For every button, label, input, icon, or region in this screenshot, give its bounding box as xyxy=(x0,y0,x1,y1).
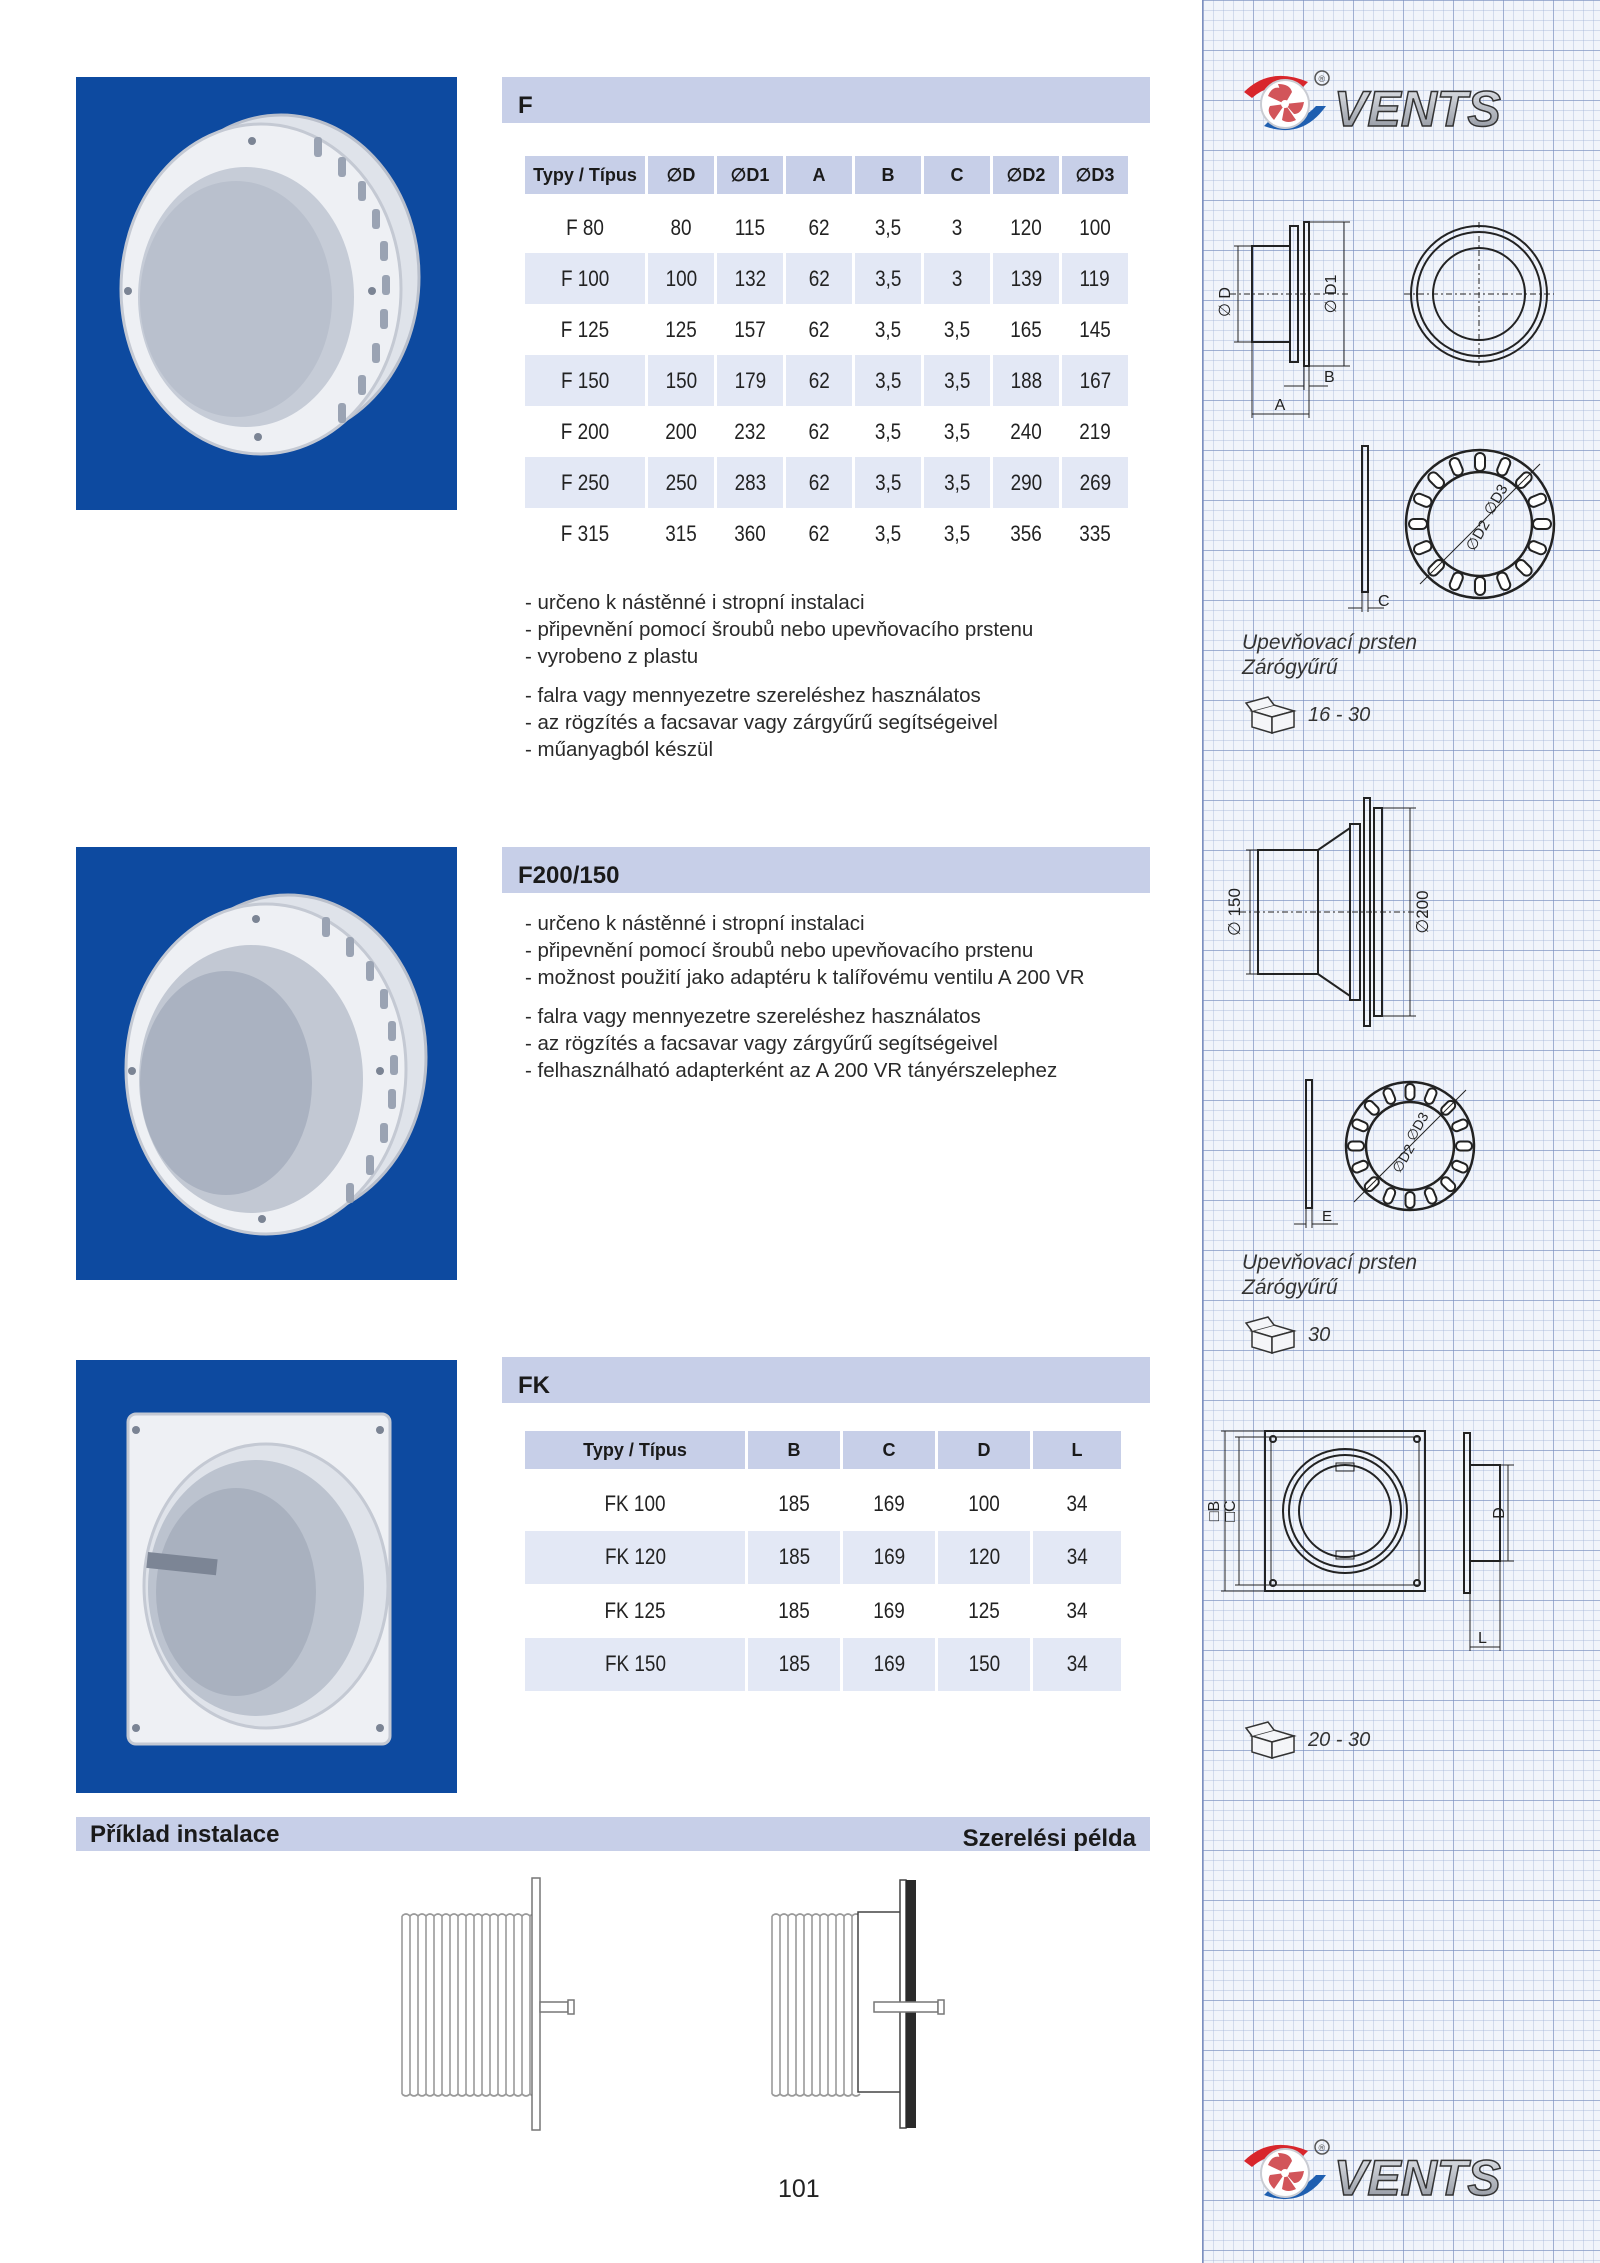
registered-mark: ® xyxy=(1318,2143,1326,2153)
table-cell: 62 xyxy=(808,418,830,444)
table-cell: 179 xyxy=(717,355,783,406)
table-cell: F 100 xyxy=(525,253,645,304)
table-cell: 3,5 xyxy=(874,520,902,546)
vents-logo-graphic xyxy=(1230,62,1570,142)
diagram-fk-front xyxy=(1205,1425,1445,1605)
table-cell: 3,5 xyxy=(874,214,902,240)
table-cell: 3,5 xyxy=(855,253,921,304)
table-cell: 34 xyxy=(1066,1490,1088,1516)
bullet-item: - připevnění pomocí šroubů nebo upevňovacího prstenu xyxy=(525,618,1034,641)
table-cell: 120 xyxy=(1010,214,1042,240)
column-header: B xyxy=(855,156,921,202)
table-cell: 34 xyxy=(1033,1638,1121,1692)
label-d150: ∅ 150 xyxy=(1225,888,1244,936)
table-cell: 3,5 xyxy=(924,457,990,508)
label-c: □C xyxy=(1222,1500,1239,1522)
install-bar xyxy=(76,1817,1150,1851)
table-cell: 34 xyxy=(1066,1597,1088,1623)
box-icon xyxy=(1244,1315,1300,1355)
brand-name: VENTS xyxy=(1334,81,1501,137)
column-header: ∅D2 xyxy=(993,156,1059,202)
label-b: B xyxy=(1324,369,1335,386)
table-cell: 169 xyxy=(843,1638,935,1692)
bullet-item: - připevnění pomocí šroubů nebo upevňovacího prstenu xyxy=(525,939,1034,962)
table-row xyxy=(525,1584,1121,1638)
table-cell: 335 xyxy=(1079,520,1111,546)
table-cell: 356 xyxy=(1010,520,1042,546)
diagram-f-side xyxy=(1210,210,1360,430)
table-header-row xyxy=(525,156,1128,202)
table-cell: FK 150 xyxy=(525,1638,745,1692)
bullet-item: - műanyagból készül xyxy=(525,738,714,761)
bullet-item: - vyrobeno z plastu xyxy=(525,645,699,668)
table-cell: 185 xyxy=(778,1490,810,1516)
spec-table-f xyxy=(522,156,1131,559)
table-cell: 3,5 xyxy=(924,355,990,406)
table-row xyxy=(525,1638,1121,1692)
table-cell: 150 xyxy=(938,1638,1030,1692)
table-row xyxy=(525,457,1128,508)
column-header: D xyxy=(938,1431,1030,1477)
spec-table-fk xyxy=(522,1431,1124,1691)
table-cell: 169 xyxy=(843,1531,935,1585)
table-row xyxy=(525,304,1128,355)
ring-caption-hu: Zárógyűrű xyxy=(1242,1276,1338,1299)
section-title-f200: F200/150 xyxy=(502,847,1150,893)
table-cell: 3,5 xyxy=(943,520,971,546)
table-row xyxy=(525,1531,1121,1585)
table-cell: 62 xyxy=(808,316,830,342)
ring-caption-cz: Upevňovací prsten xyxy=(1242,631,1418,654)
table-cell: 200 xyxy=(665,418,697,444)
table-cell: 100 xyxy=(1079,214,1111,240)
table-cell: F 250 xyxy=(525,457,645,508)
table-cell: 3,5 xyxy=(943,418,971,444)
table-row xyxy=(525,253,1128,304)
table-cell: F 315 xyxy=(560,520,610,546)
vents-logo-bottom xyxy=(1230,2131,1570,2211)
pack-qty-fk xyxy=(1244,1718,1370,1762)
table-cell: 167 xyxy=(1062,355,1128,406)
box-icon xyxy=(1244,695,1300,735)
column-header: C xyxy=(843,1431,935,1477)
table-cell: 3,5 xyxy=(855,355,921,406)
table-cell: 132 xyxy=(717,253,783,304)
table-cell: 139 xyxy=(993,253,1059,304)
table-cell: 240 xyxy=(1010,418,1042,444)
label-d200: ∅200 xyxy=(1413,890,1432,934)
table-cell: 34 xyxy=(1033,1531,1121,1585)
table-cell: 3,5 xyxy=(874,316,902,342)
table-cell: FK 125 xyxy=(604,1597,666,1623)
install-drawing-2 xyxy=(762,1876,962,2136)
product-photo-f xyxy=(76,77,457,510)
bullets-f xyxy=(525,589,1033,763)
table-cell: 100 xyxy=(968,1490,1000,1516)
table-cell: 165 xyxy=(1010,316,1042,342)
table-cell: 269 xyxy=(1062,457,1128,508)
table-cell: 169 xyxy=(873,1597,905,1623)
table-cell: 360 xyxy=(734,520,766,546)
table-cell: 100 xyxy=(648,253,714,304)
table-row xyxy=(525,508,1128,559)
ring-caption-hu: Zárógyűrű xyxy=(1242,656,1338,679)
pack-qty-value: 16 - 30 xyxy=(1308,703,1371,726)
table-cell: 62 xyxy=(786,457,852,508)
install-title-hu: Szerelési példa xyxy=(962,1825,1136,1852)
table-cell: 315 xyxy=(665,520,697,546)
install-drawing-1 xyxy=(392,1876,592,2136)
table-header-row xyxy=(525,1431,1121,1477)
vents-logo-top xyxy=(1230,62,1570,142)
diagram-fk-side xyxy=(1450,1425,1540,1655)
table-cell: 157 xyxy=(734,316,766,342)
install-title-cz: Příklad instalace xyxy=(90,1821,280,1848)
column-header: L xyxy=(1033,1431,1121,1477)
product-photo-f200 xyxy=(76,847,457,1280)
box-icon xyxy=(1244,1720,1300,1760)
table-cell: FK 100 xyxy=(604,1490,666,1516)
pack-qty-f xyxy=(1244,693,1370,737)
brand-name: VENTS xyxy=(1334,2150,1501,2206)
table-cell: 119 xyxy=(1062,253,1128,304)
label-d2: ∅D2 xyxy=(1462,517,1494,554)
ring-caption-f200 xyxy=(1242,1250,1417,1300)
table-cell: 80 xyxy=(670,214,692,240)
table-row xyxy=(525,355,1128,406)
column-header: Typy / Típus xyxy=(525,1431,745,1477)
table-cell: 3,5 xyxy=(943,316,971,342)
diagram-f-ring-side xyxy=(1340,444,1400,614)
table-cell: 62 xyxy=(808,214,830,240)
label-l: L xyxy=(1478,1630,1487,1647)
table-cell: 250 xyxy=(648,457,714,508)
table-cell: 169 xyxy=(873,1490,905,1516)
label-d1: ∅ D1 xyxy=(1323,274,1340,314)
ring-caption-f xyxy=(1242,630,1417,680)
label-e: E xyxy=(1322,1208,1333,1225)
registered-mark: ® xyxy=(1318,74,1326,84)
label-d: D xyxy=(1491,1507,1508,1519)
table-cell: FK 120 xyxy=(525,1531,745,1585)
table-cell: 115 xyxy=(734,214,766,240)
bullet-item: - falra vagy mennyezetre szereléshez használatos xyxy=(525,684,981,707)
table-cell: 145 xyxy=(1079,316,1111,342)
column-header: ∅D3 xyxy=(1062,156,1128,202)
table-cell: 188 xyxy=(993,355,1059,406)
table-row xyxy=(525,1477,1121,1531)
section-title-f: F xyxy=(502,77,1150,123)
table-cell: 3 xyxy=(951,214,963,240)
table-cell: 62 xyxy=(786,355,852,406)
column-header: C xyxy=(924,156,990,202)
bullets-hu xyxy=(525,682,1033,763)
bullet-item: - az rögzítés a facsavar vagy zárgyűrű segítségeivel xyxy=(525,711,998,734)
table-row xyxy=(525,202,1128,253)
table-cell: 185 xyxy=(748,1638,840,1692)
diagram-f200-side xyxy=(1210,790,1450,1040)
table-cell: F 200 xyxy=(560,418,610,444)
bullets-cz xyxy=(525,910,1085,991)
label-d2: ∅D2 xyxy=(1388,1141,1418,1176)
pack-qty-f200 xyxy=(1244,1313,1330,1357)
bullets-f200 xyxy=(525,910,1085,1084)
ring-caption-cz: Upevňovací prsten xyxy=(1242,1251,1418,1274)
column-header: Typy / Típus xyxy=(525,156,645,202)
diagram-f-front xyxy=(1404,222,1554,366)
table-cell: 62 xyxy=(808,520,830,546)
table-cell: 62 xyxy=(786,253,852,304)
table-cell: 125 xyxy=(665,316,697,342)
table-cell: 283 xyxy=(717,457,783,508)
bullet-item: - felhasználható adapterként az A 200 VR tányérszelephez xyxy=(525,1059,1058,1082)
table-cell: F 150 xyxy=(525,355,645,406)
label-d: ∅ D xyxy=(1217,287,1234,317)
bullet-item: - možnost použití jako adaptéru k talířovému ventilu A 200 VR xyxy=(525,966,1085,989)
table-cell: 150 xyxy=(648,355,714,406)
product-photo-fk xyxy=(76,1360,457,1793)
table-cell: 219 xyxy=(1079,418,1111,444)
diagram-f-ring-front xyxy=(1400,444,1560,604)
bullet-item: - určeno k nástěnné i stropní instalaci xyxy=(525,591,865,614)
pack-qty-value: 30 xyxy=(1308,1323,1331,1346)
bullets-cz xyxy=(525,589,1033,670)
column-header: ∅D1 xyxy=(717,156,783,202)
table-cell: 125 xyxy=(968,1597,1000,1623)
column-header: B xyxy=(748,1431,840,1477)
bullet-item: - falra vagy mennyezetre szereléshez használatos xyxy=(525,1005,981,1028)
table-cell: F 125 xyxy=(560,316,610,342)
table-cell: 120 xyxy=(938,1531,1030,1585)
bullets-hu xyxy=(525,1003,1085,1084)
table-cell: 185 xyxy=(778,1597,810,1623)
section-title-fk: FK xyxy=(502,1357,1150,1403)
label-c: C xyxy=(1378,593,1390,610)
bullet-item: - az rögzítés a facsavar vagy zárgyűrű segítségeivel xyxy=(525,1032,998,1055)
table-cell: 3,5 xyxy=(874,418,902,444)
diagram-f200-ring-front xyxy=(1340,1076,1480,1216)
pack-qty-value: 20 - 30 xyxy=(1308,1728,1371,1751)
column-header: A xyxy=(786,156,852,202)
label-a: A xyxy=(1274,397,1286,414)
table-cell: 3 xyxy=(924,253,990,304)
column-header: ∅D xyxy=(648,156,714,202)
table-cell: 290 xyxy=(993,457,1059,508)
vents-logo-graphic xyxy=(1230,2131,1570,2211)
table-cell: 185 xyxy=(748,1531,840,1585)
label-b: □B xyxy=(1206,1500,1223,1522)
label-d3: ∅D3 xyxy=(1402,1109,1432,1144)
table-cell: 232 xyxy=(734,418,766,444)
table-cell: 3,5 xyxy=(855,457,921,508)
page-number: 101 xyxy=(778,2175,820,2203)
label-d3: ∅D3 xyxy=(1480,481,1512,518)
bullet-item: - určeno k nástěnné i stropní instalaci xyxy=(525,912,865,935)
table-row xyxy=(525,406,1128,457)
table-cell: F 80 xyxy=(566,214,604,240)
